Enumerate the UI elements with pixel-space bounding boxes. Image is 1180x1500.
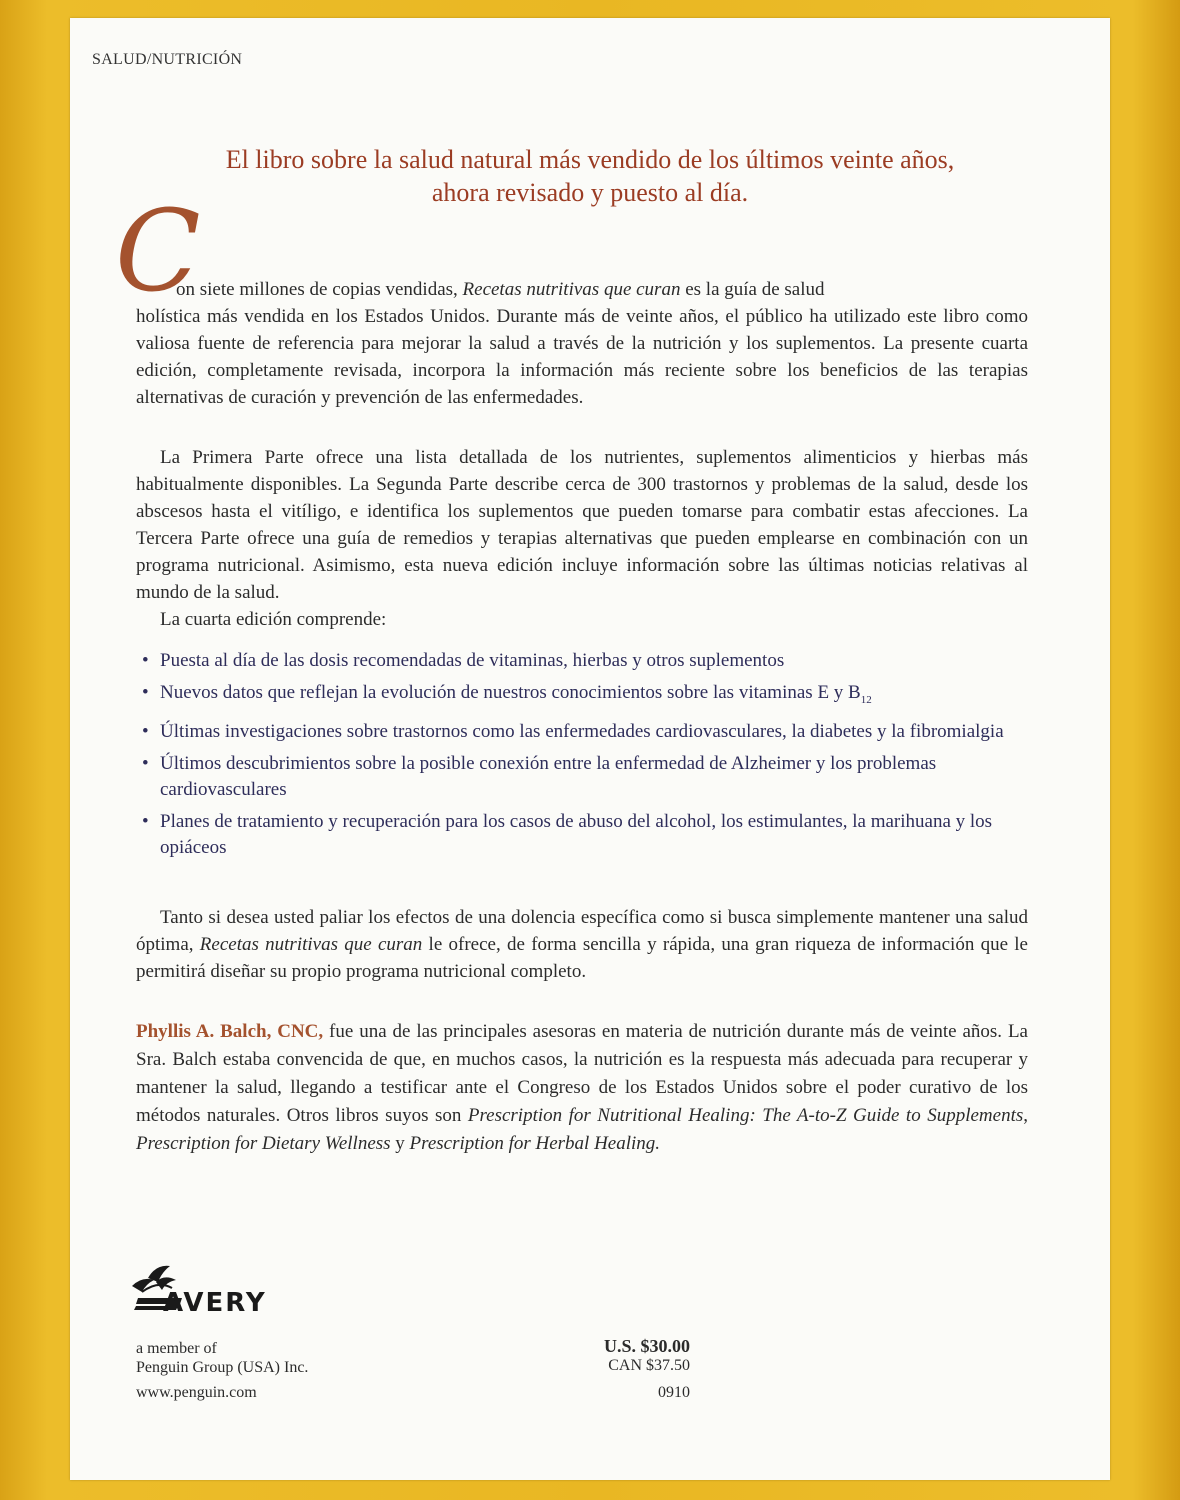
price-can: CAN $37.50 bbox=[608, 1357, 690, 1374]
intro-rest: holística más vendida en los Estados Unidos. Durante más de veinte años, el público ha utilizado este libro como valiosa fuente de referencia para mejorar la salud a través de la nutrición y los suplementos. La presente cuarta edición, completamente revisada, incorpora la información más reciente sobre los beneficios de las terapias alternativas de curación y prevención de las enfermedades. bbox=[136, 306, 1028, 408]
back-cover-panel bbox=[70, 18, 1110, 1480]
price-us: U.S. $30.00 bbox=[603, 1336, 690, 1356]
author-bio bbox=[136, 1018, 1028, 1158]
paragraph-edition bbox=[136, 606, 1028, 633]
publisher-logo-text: AVERY bbox=[163, 1288, 267, 1318]
bio-text: fue una de las principales asesoras en materia de nutrición durante más de veinte años. La Sra. Balch estaba convencida de que, en muchos casos, la nutrición es la respuesta más adecuada para recuperar y mantener la salud, llegando a testificar ante el Congreso de los Estados Unidos sobre el poder curativo de los métodos naturales. Otros libros suyos son bbox=[136, 1021, 1028, 1126]
product-code: 0910 bbox=[658, 1384, 690, 1401]
book-title: Prescription for Herbal Healing. bbox=[409, 1133, 661, 1154]
publisher-line-1: a member of bbox=[136, 1340, 217, 1357]
intro-lead-b: es la guía de salud bbox=[680, 279, 825, 300]
category-label: SALUD/NUTRICIÓN bbox=[92, 51, 243, 68]
book-title: Prescription for Nutritional Healing: The A-to-Z Guide to Supplements bbox=[467, 1105, 1024, 1126]
separator: , bbox=[1023, 1105, 1028, 1126]
publisher-website: www.penguin.com bbox=[136, 1384, 257, 1401]
closing-paragraph bbox=[136, 904, 1028, 985]
headline-line-2: ahora revisado y puesto al día. bbox=[431, 178, 749, 207]
list-item: • Últimas investigaciones sobre trastornos como las enfermedades cardiovasculares, la diabetes y la fibromialgia bbox=[142, 719, 1042, 745]
closing-b: le ofrece, de forma sencilla y rápida, una gran riqueza de información que le permitirá diseñar su propio programa nutricional completo. bbox=[136, 934, 1028, 982]
book-title: Recetas nutritivas que curan bbox=[462, 279, 681, 300]
paragraph-3: La cuarta edición comprende: bbox=[160, 609, 387, 630]
list-item-text: Nuevos datos que reflejan la evolución de nuestros conocimientos sobre las vitaminas E y B bbox=[160, 682, 861, 703]
book-title: Prescription for Dietary Wellness bbox=[136, 1133, 391, 1154]
book-title: Recetas nutritivas que curan bbox=[199, 934, 423, 955]
list-item: • Últimos descubrimientos sobre la posible conexión entre la enfermedad de Alzheimer y los problemas cardiovasculares bbox=[142, 751, 1042, 803]
list-item: • Puesta al día de las dosis recomendadas de vitaminas, hierbas y otros suplementos bbox=[142, 648, 1042, 674]
features-list bbox=[142, 648, 1042, 867]
list-item bbox=[142, 680, 1042, 713]
intro-paragraph bbox=[136, 276, 1028, 411]
separator: y bbox=[390, 1133, 410, 1154]
paragraph-parts bbox=[136, 444, 1028, 606]
list-item: • Planes de tratamiento y recuperación para los casos de abuso del alcohol, los estimulantes, la marihuana y los opiáceos bbox=[142, 809, 1042, 861]
intro-lead-a: on siete millones de copias vendidas, bbox=[176, 279, 463, 300]
intro-lead-line bbox=[136, 276, 1028, 303]
headline-line-1: El libro sobre la salud natural más vendido de los últimos veinte años, bbox=[225, 145, 955, 174]
paragraph-2: La Primera Parte ofrece una lista detallada de los nutrientes, suplementos alimenticios y hierbas más habitualmente disponibles. La Segunda Parte describe cerca de 300 trastornos y problemas de la salud, desde los abscesos hasta el vitíligo, e identifica los suplementos que pueden tomarse para combatir estas afecciones. La Tercera Parte ofrece una guía de remedios y terapias alternativas que pueden emplearse en combinación con un programa nutricional. Asimismo, esta nueva edición incluye información sobre las últimas noticias relativas al mundo de la salud. bbox=[136, 447, 1028, 603]
subscript: 12 bbox=[860, 693, 872, 706]
drop-cap: C bbox=[115, 187, 201, 317]
headline bbox=[70, 143, 1110, 209]
author-name: Phyllis A. Balch, CNC, bbox=[136, 1021, 324, 1042]
publisher-line-2: Penguin Group (USA) Inc. bbox=[136, 1359, 309, 1376]
closing-a: Tanto si desea usted paliar los efectos de una dolencia específica como si busca simplemente mantener una salud óptima, bbox=[136, 907, 1028, 955]
